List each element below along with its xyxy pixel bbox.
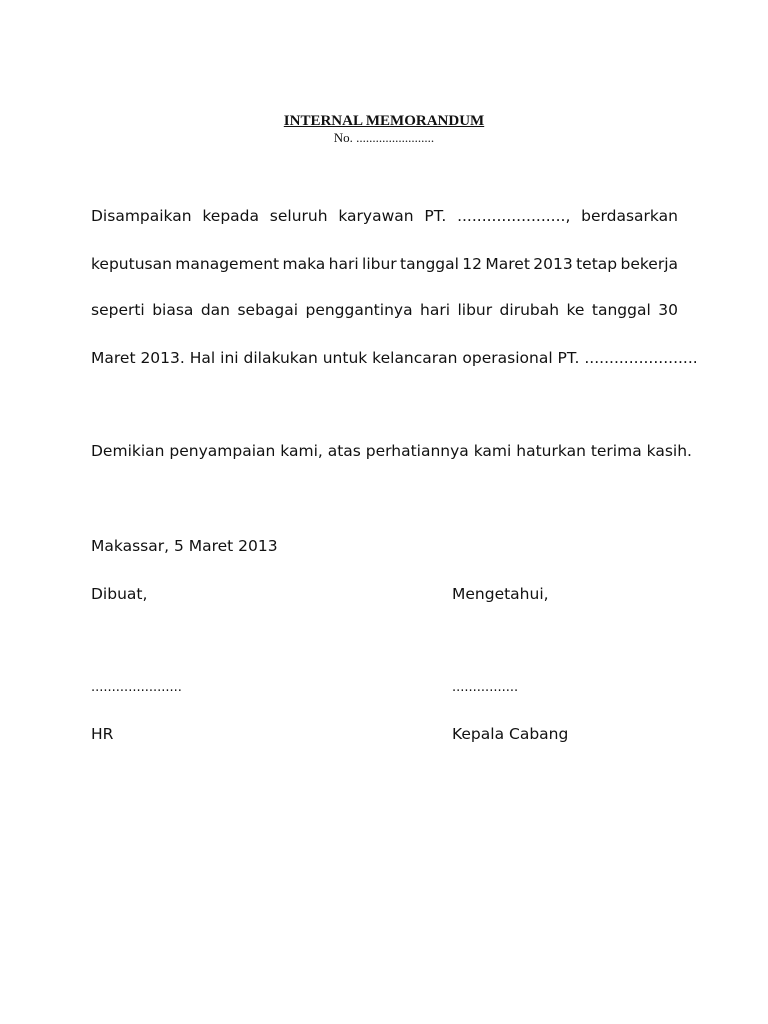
signature-label-left: Dibuat, xyxy=(91,585,148,603)
body-line-1 xyxy=(91,206,678,226)
body-word: hari xyxy=(420,301,451,319)
memo-number: No. ........................ xyxy=(333,130,435,145)
body-word: Maret xyxy=(485,255,530,273)
body-word: penggantinya xyxy=(305,301,413,319)
body-word: kepada xyxy=(202,207,260,225)
body-word: dirubah xyxy=(499,301,560,319)
body-word: bekerja xyxy=(620,255,678,273)
body-word: libur xyxy=(457,301,493,319)
body-word: ......................, xyxy=(457,207,571,225)
body-word: tanggal xyxy=(400,255,459,273)
body-word: seperti xyxy=(91,301,145,319)
body-word: hari xyxy=(328,255,359,273)
signature-role-left: HR xyxy=(91,725,114,743)
body-word: PT. xyxy=(424,207,447,225)
body-word: 12 xyxy=(462,255,483,273)
memo-title: INTERNAL MEMORANDUM xyxy=(283,113,485,129)
signature-line-right: ................ xyxy=(452,680,519,695)
body-word: tetap xyxy=(576,255,618,273)
closing-sentence: Demikian penyampaian kami, atas perhatiannya kami haturkan terima kasih. xyxy=(91,442,692,460)
signature-line-left: ...................... xyxy=(91,680,182,695)
body-word: libur xyxy=(362,255,397,273)
body-word: sebagai xyxy=(237,301,299,319)
body-line-4: Maret 2013. Hal ini dilakukan untuk kelancaran operasional PT. ....................... xyxy=(91,349,698,367)
signature-label-right: Mengetahui, xyxy=(452,585,549,603)
body-word: biasa xyxy=(152,301,194,319)
body-word: karyawan xyxy=(338,207,414,225)
body-word: management xyxy=(175,255,280,273)
body-line-2 xyxy=(91,254,678,274)
body-word: maka xyxy=(282,255,326,273)
body-word: tanggal xyxy=(591,301,651,319)
place-date: Makassar, 5 Maret 2013 xyxy=(91,537,278,555)
body-word: dan xyxy=(200,301,231,319)
body-word: berdasarkan xyxy=(581,207,678,225)
body-line-3 xyxy=(91,300,678,320)
signature-role-right: Kepala Cabang xyxy=(452,725,569,743)
body-word: 30 xyxy=(658,301,678,319)
body-word: Disampaikan xyxy=(91,207,192,225)
body-word: seluruh xyxy=(269,207,328,225)
body-word: ke xyxy=(566,301,585,319)
body-word: keputusan xyxy=(91,255,172,273)
body-word: 2013 xyxy=(533,255,573,273)
